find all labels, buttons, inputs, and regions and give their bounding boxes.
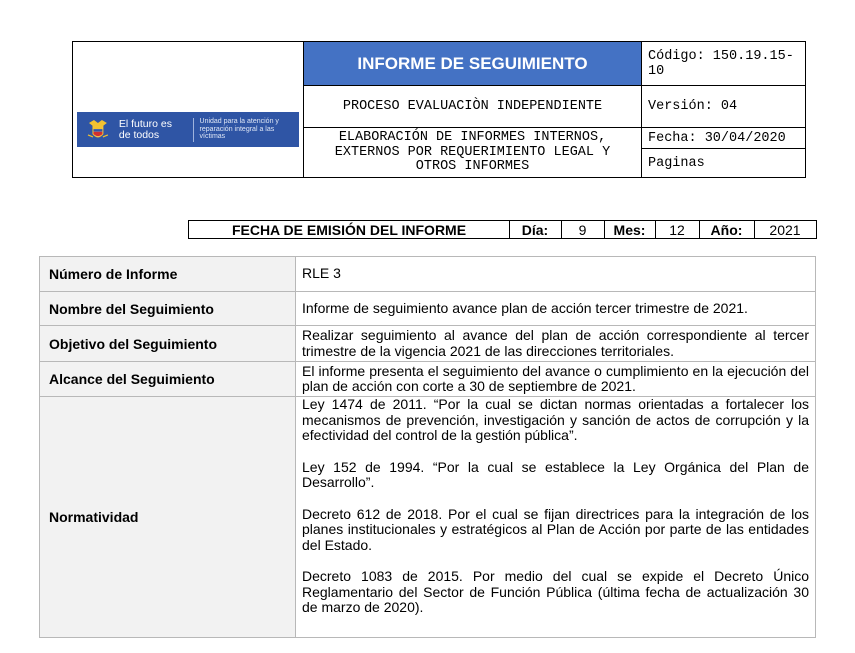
table-row — [40, 397, 816, 638]
row-label: Normatividad — [40, 397, 296, 638]
logo-entity-name: Unidad para la atención y reparación integral a las víctimas — [199, 118, 279, 141]
table-row — [40, 362, 816, 397]
table-row — [40, 326, 816, 362]
day-value: 9 — [561, 221, 605, 238]
row-label: Alcance del Seguimiento — [40, 362, 296, 397]
document-code: Código: 150.19.15-10 — [648, 48, 794, 79]
report-title: INFORME DE SEGUIMIENTO — [304, 42, 641, 85]
month-label: Mes: — [604, 221, 656, 238]
row-label: Número de Informe — [40, 257, 296, 292]
row-value: Informe de seguimiento avance plan de acción tercer trimestre de 2021. — [296, 292, 816, 326]
month-value: 12 — [655, 221, 700, 238]
logo-divider — [193, 118, 194, 142]
row-label: Objetivo del Seguimiento — [40, 326, 296, 362]
norm-item: Decreto 1083 de 2015. Por medio del cual se expide el Decreto Único Reglamentario del Sector de Función Pública (última fecha de actualización 30 de marzo de 2020). — [302, 568, 809, 615]
emission-label: FECHA DE EMISIÓN DEL INFORME — [189, 221, 510, 238]
year-value: 2021 — [769, 221, 801, 238]
emission-date-row — [188, 220, 817, 239]
year-label: Año: — [699, 221, 755, 238]
subprocess-name: ELABORACIÓN DE INFORMES INTERNOS, EXTERNOS POR REQUERIMIENTO LEGAL Y OTROS INFORMES — [334, 130, 611, 175]
document-header — [72, 41, 806, 178]
document-date: Fecha: 30/04/2020 — [648, 130, 786, 146]
row-value: RLE 3 — [296, 257, 816, 292]
norm-item: Decreto 612 de 2018. Por el cual se fijan directrices para la integración de los planes institucionales y estratégicos al Plan de Acción por parte de las entidades del Estado. — [302, 505, 809, 553]
row-value: Realizar seguimiento al avance del plan de acción correspondiente al tercer trimestre de la vigencia 2021 de las direcciones territoriales. — [296, 326, 816, 362]
table-row — [40, 257, 816, 292]
coat-of-arms-icon — [85, 117, 111, 143]
table-row — [40, 292, 816, 326]
norm-item: Ley 152 de 1994. “Por la cual se establece la Ley Orgánica del Plan de Desarrollo”. — [302, 458, 809, 490]
process-name: PROCESO EVALUACIÒN INDEPENDIENTE — [342, 99, 603, 114]
norm-item: Ley 1474 de 2011. “Por la cual se dictan normas orientadas a fortalecer los mecanismos de prevención, investigación y sanción de actos de corrupción y la efectividad del control de la gestión pública”. — [302, 396, 809, 443]
day-label: Día: — [509, 221, 562, 238]
row-label: Nombre del Seguimiento — [40, 292, 296, 326]
logo-slogan: El futuro es de todos — [118, 117, 172, 141]
entity-logo — [77, 112, 299, 147]
normatividad-list — [296, 397, 816, 638]
row-value: El informe presenta el seguimiento del avance o cumplimiento en la ejecución del plan de acción con corte a 30 de septiembre de 2021. — [296, 362, 816, 397]
document-pages: Paginas — [648, 156, 705, 171]
report-details-table — [39, 256, 816, 638]
document-version: Versión: 04 — [648, 99, 738, 114]
